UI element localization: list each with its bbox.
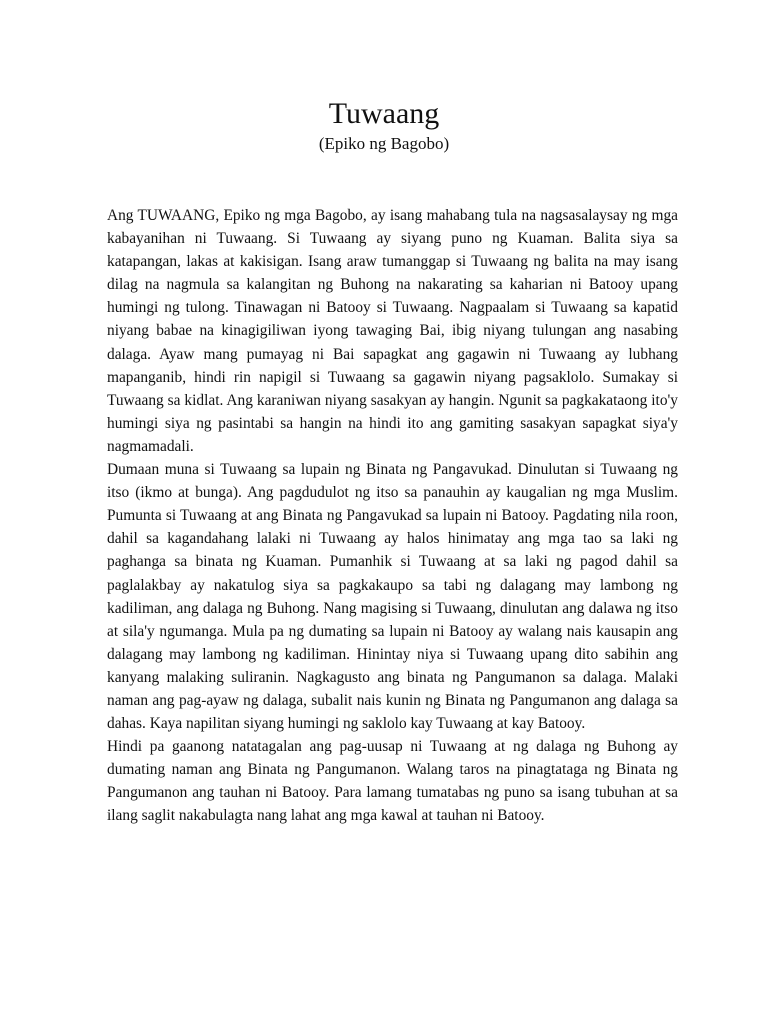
page-title: Tuwaang (328, 97, 440, 130)
body-text (107, 204, 678, 828)
paragraph: Ang TUWAANG, Epiko ng mga Bagobo, ay isang mahabang tula na nagsasalaysay ng mga kabayanihan ni Tuwaang. Si Tuwaang ay siyang puno ng Kuaman. Balita siya sa katapangan, lakas at kakisigan. Isang araw tumanggap si Tuwaang ng balita na may isang dilag na nagmula sa kalangitan ng Buhong na nakarating sa kaharian ni Batooy upang humingi ng tulong. Tinawagan ni Batooy si Tuwaang. Nagpaalam si Tuwaang sa kapatid niyang babae na kinagigiliwan iyong tawaging Bai, ibig niyang tulungan ang nasabing dalaga. Ayaw mang pumayag ni Bai sapagkat ang gagawin ni Tuwaang ay lubhang mapanganib, hindi rin napigil si Tuwaang sa gagawin niyang pagsaklolo. Sumakay si Tuwaang sa kidlat. Ang karaniwan niyang sasakyan ay hangin. Ngunit sa pagkakataong ito'y humingi siya ng pasintabi sa hangin na hindi ito ang gamiting sasakyan sapagkat siya'y nagmamadali. (107, 207, 678, 455)
paragraph: Hindi pa gaanong natatagalan ang pag-uusap ni Tuwaang at ng dalaga ng Buhong ay dumating naman ang Binata ng Pangumanon. Walang taros na pinagtataga ng Binata ng Pangumanon ang tauhan ni Batooy. Para lamang tumatabas ng puno sa isang tubuhan at sa ilang saglit nakabulagta nang lahat ang mga kawal at tauhan ni Batooy. (107, 738, 678, 825)
page-subtitle: (Epiko ng Bagobo) (318, 134, 450, 153)
paragraph: Dumaan muna si Tuwaang sa lupain ng Binata ng Pangavukad. Dinulutan si Tuwaang ng itso (ikmo at bunga). Ang pagdudulot ng itso sa panauhin ay kaugalian ng mga Muslim. Pumunta si Tuwaang at ang Binata ng Pangavukad sa lupain ni Batooy. Pagdating nila roon, dahil sa kagandahang lalaki ni Tuwaang ay halos hinimatay ang mga tao sa laki ng paghanga sa binata ng Kuaman. Pumanhik si Tuwaang at sa laki ng pagod dahil sa paglalakbay ay nakatulog siya sa pagkakaupo sa tabi ng dalagang may lambong ng kadiliman, ang dalaga ng Buhong. Nang magising si Tuwaang, dinulutan ang dalawa ng itso at sila'y ngumanga. Mula pa ng dumating sa lupain ni Batooy ay walang nais kausapin ang dalagang may lambong ng kadiliman. Hinintay niya si Tuwaang upang dito sabihin ang kanyang malaking suliranin. Nagkagusto ang binata ng Pangumanon sa dalaga. Malaki naman ang pag-ayaw ng dalaga, subalit nais kunin ng Binata ng Pangumanon ang dalaga sa dahas. Kaya napilitan siyang humingi ng saklolo kay Tuwaang at kay Batooy. (107, 461, 678, 733)
